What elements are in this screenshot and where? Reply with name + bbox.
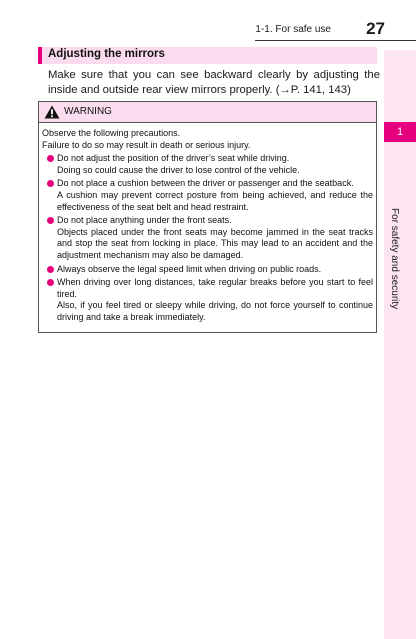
chapter-title: For safety and security — [389, 208, 400, 310]
warning-item — [42, 215, 373, 261]
section-title-bar — [38, 47, 377, 64]
bullet-dot-icon — [47, 155, 54, 162]
section-title: Adjusting the mirrors — [48, 48, 165, 60]
warning-item-text: Do not place a cushion between the driver or passenger and the seatback. — [57, 178, 354, 189]
warning-item — [42, 277, 373, 323]
warning-box — [38, 101, 377, 333]
page-number: 27 — [366, 19, 385, 38]
warning-label: WARNING — [64, 106, 112, 117]
warning-item-text: When driving over long distances, take regular breaks before you start to feel tired. — [57, 277, 373, 299]
warning-item-detail: A cushion may prevent correct posture from being achieved, and reduce the effectiveness of the seat belt and head restraint. — [57, 189, 373, 212]
warning-item-text: Do not adjust the position of the driver’s seat while driving. — [57, 153, 290, 164]
warning-body — [42, 128, 373, 324]
bullet-dot-icon — [47, 279, 54, 286]
warning-lead-line: Observe the following precautions. — [42, 128, 181, 138]
warning-item-text: Always observe the legal speed limit when driving on public roads. — [57, 263, 322, 274]
warning-item — [42, 264, 373, 276]
bullet-dot-icon — [47, 217, 54, 224]
chapter-side-tab — [384, 50, 416, 639]
header-rule — [255, 40, 416, 41]
bullet-dot-icon — [47, 266, 54, 273]
intro-paragraph: Make sure that you can see backward clearly by adjusting the inside and outside rear view mirrors properly. (→P. 141, 143) — [48, 69, 380, 96]
warning-item — [42, 178, 373, 213]
chapter-number-badge: 1 — [384, 122, 416, 142]
warning-item-text: Do not place anything under the front seats. — [57, 215, 232, 226]
warning-list — [42, 153, 373, 323]
warning-item-detail: Objects placed under the front seats may become jammed in the seat tracks and stop the seat from locking in place. This may lead to an accident and the adjustment mechanism may also be damaged. — [57, 226, 373, 260]
warning-lead-line: Failure to do so may result in death or serious injury. — [42, 139, 251, 150]
warning-item — [42, 153, 373, 176]
warning-item-detail: Doing so could cause the driver to lose control of the vehicle. — [57, 164, 300, 175]
warning-triangle-icon — [44, 105, 60, 119]
section-reference: 1-1. For safe use — [255, 24, 331, 35]
warning-item-detail: Also, if you feel tired or sleepy while driving, do not force yourself to continue driving and take a break immediately. — [57, 300, 373, 322]
bullet-dot-icon — [47, 180, 54, 187]
page-header — [0, 0, 385, 40]
warning-header — [39, 102, 376, 123]
